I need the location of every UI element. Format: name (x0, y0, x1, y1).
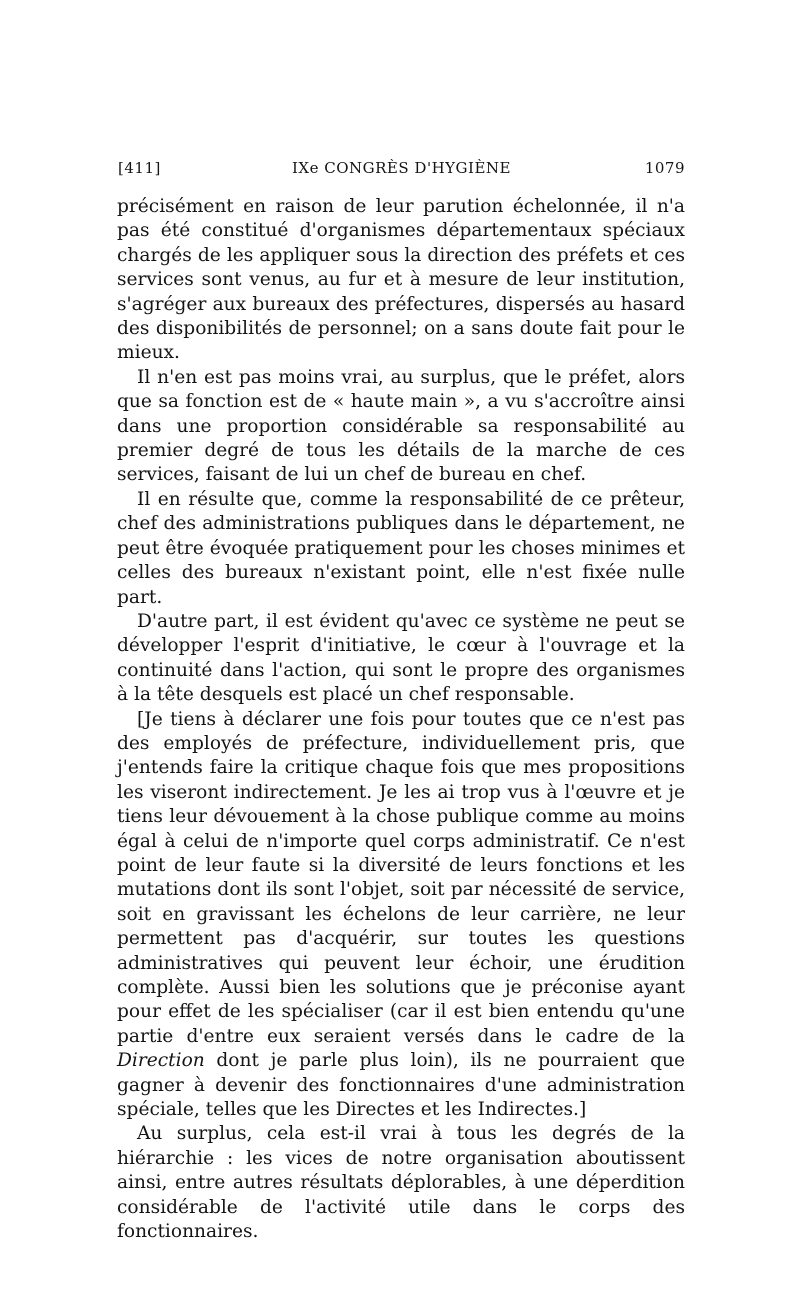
paragraph-5-text-before: [Je tiens à déclarer une fois pour toutes que ce n'est pas des employés de préfecture, individuellement pris, que j'entends faire la critique chaque fois que mes propositions les viseront indirectement. Je les ai trop vus à l'œuvre et je tiens leur dévouement à la chose publique comme au moins égal à celui de n'importe quel corps administratif. Ce n'est point de leur faute si la diversité de leurs fonctions et les mutations dont ils sont l'objet, soit par nécessité de service, soit en gravissant les échelons de leur carrière, ne leur permettent pas d'acquérir, sur toutes les questions administratives qui peuvent leur échoir, une érudition complète. Aussi bien les solutions que je préconise ayant pour effet de les spécialiser (car il est bien entendu qu'une partie d'entre eux seraient versés dans le cadre de la (117, 708, 685, 1047)
paragraph-5-italic-term: Direction (117, 1050, 205, 1072)
paragraph-6: Au surplus, cela est-il vrai à tous les degrés de la hiérarchie : les vices de notre organisation aboutissent ainsi, entre autres résultats déplorables, à une déperdition considérable de l'activité utile dans le corps des fonctionnaires. (117, 1123, 685, 1243)
paragraph-4: D'autre part, il est évident qu'avec ce système ne peut se développer l'esprit d'initiative, le cœur à l'ouvrage et la continuité dans l'action, qui sont le propre des organismes à la tête desquels est placé un chef responsable. (117, 610, 685, 706)
paragraph-1: précisément en raison de leur parution échelonnée, il n'a pas été constitué d'organismes départementaux spéciaux chargés de les appliquer sous la direction des préfets et ces services sont venus, au fur et à mesure de leur institution, s'agréger aux bureaux des préfectures, dispersés au hasard des disponibilités de personnel; on a sans doute fait pour le mieux. (117, 196, 685, 364)
page-number: 1079 (644, 159, 685, 177)
paragraph-3: Il en résulte que, comme la responsabilité de ce prêteur, chef des administrations publiques dans le département, ne peut être évoquée pratiquement pour les choses minimes et celles des bureaux n'existant point, elle n'est fixée nulle part. (117, 488, 685, 608)
paragraph-2: Il n'en est pas moins vrai, au surplus, que le préfet, alors que sa fonction est de « haute main », a vu s'accroître ainsi dans une proportion considérable sa responsabilité au premier degré de tous les détails de la marche de ces services, faisant de lui un chef de bureau en chef. (117, 366, 685, 486)
body-text (117, 195, 685, 1244)
running-header (118, 159, 685, 185)
paragraph-5-text-after: dont je parle plus loin), ils ne pourraient que gagner à devenir des fonctionnaires d'une administration spéciale, telles que les Directes et les Indirectes.] (117, 1050, 685, 1121)
bracketed-page-ref: [411] (118, 159, 161, 177)
running-title: IXe CONGRÈS D'HYGIÈNE (292, 159, 511, 177)
paragraph-5 (117, 708, 685, 1123)
